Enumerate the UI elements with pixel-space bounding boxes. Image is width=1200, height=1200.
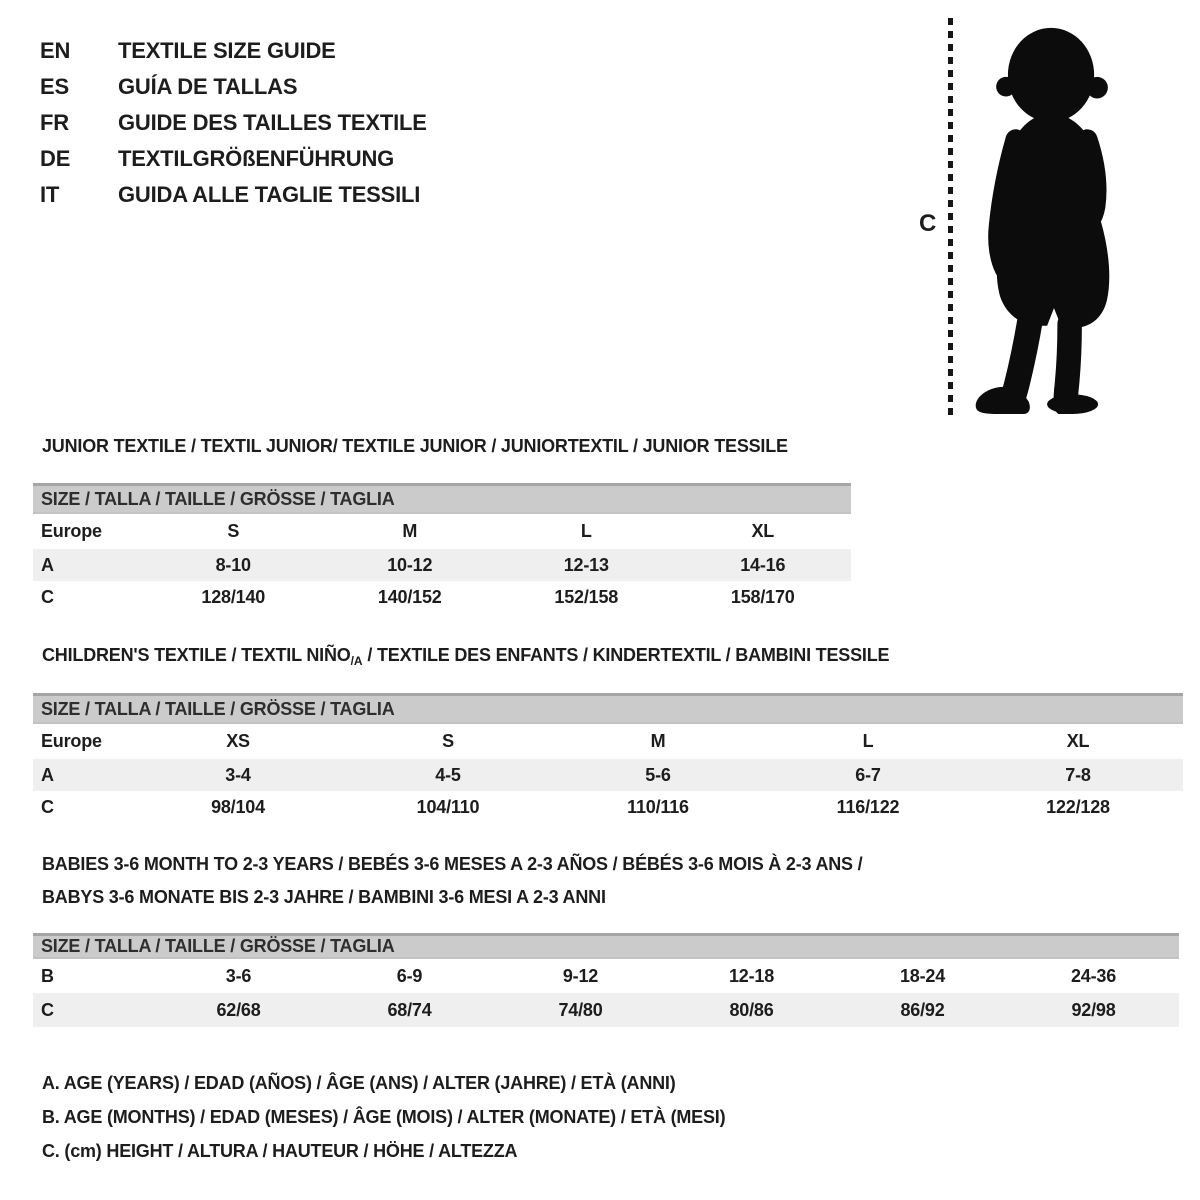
children-title-subscript: /A xyxy=(350,654,363,668)
lang-code: IT xyxy=(40,182,60,207)
children-title-text: / TEXTILE DES ENFANTS / KINDERTEXTIL / BAMBINI TESSILE xyxy=(362,645,890,665)
lang-code: FR xyxy=(40,110,69,135)
cell: 14-16 xyxy=(740,554,786,575)
row-label: C xyxy=(41,586,54,607)
cell: 128/140 xyxy=(201,586,266,607)
lang-title: GUÍA DE TALLAS xyxy=(118,74,298,99)
cell: 86/92 xyxy=(900,999,945,1020)
junior-size-table xyxy=(33,483,851,613)
cell: 122/128 xyxy=(1046,796,1110,817)
toddler-silhouette-icon xyxy=(965,22,1140,414)
row-label: B xyxy=(41,965,54,986)
lang-row-de xyxy=(40,141,427,177)
table-row-age xyxy=(33,549,851,581)
cell: 12-18 xyxy=(728,965,775,986)
height-measure-label: C xyxy=(919,210,937,237)
lang-title: TEXTILGRÖßENFÜHRUNG xyxy=(118,146,395,171)
cell: 62/68 xyxy=(216,999,261,1020)
row-label: C xyxy=(41,796,54,817)
cell: 140/152 xyxy=(377,586,442,607)
cell: 80/86 xyxy=(729,999,774,1020)
cell: 110/116 xyxy=(627,796,689,817)
cell: 68/74 xyxy=(387,999,432,1020)
cell: 8-10 xyxy=(215,554,251,575)
cell: 12-13 xyxy=(563,554,609,575)
cell: 7-8 xyxy=(1065,764,1091,785)
row-label: Europe xyxy=(41,731,102,751)
babies-title-line2: BABYS 3-6 MONATE BIS 2-3 JAHRE / BAMBINI 3-6 MESI A 2-3 ANNI xyxy=(42,887,606,907)
lang-row-fr xyxy=(40,105,427,141)
cell: 98/104 xyxy=(211,796,265,817)
cell: 18-24 xyxy=(899,965,946,986)
cell: 6-9 xyxy=(396,965,423,986)
children-section-title xyxy=(42,645,889,668)
legend-line-c: C. (cm) HEIGHT / ALTURA / HAUTEUR / HÖHE / ALTEZZA xyxy=(42,1141,518,1161)
cell: M xyxy=(650,731,666,751)
size-header-band: SIZE / TALLA / TAILLE / GRÖSSE / TAGLIA xyxy=(33,693,1183,724)
cell: 116/122 xyxy=(836,796,900,817)
lang-title: TEXTILE SIZE GUIDE xyxy=(118,38,336,63)
cell: L xyxy=(862,731,874,751)
cell: S xyxy=(227,521,240,541)
table-row-europe xyxy=(33,514,851,549)
cell: 74/80 xyxy=(558,999,603,1020)
cell: 5-6 xyxy=(645,764,671,785)
cell: XL xyxy=(751,521,775,541)
children-title-text: CHILDREN'S TEXTILE / TEXTIL NIÑO xyxy=(42,645,351,665)
cell: 24-36 xyxy=(1070,965,1117,986)
cell: XS xyxy=(226,731,250,751)
lang-code: DE xyxy=(40,146,71,171)
height-measure-dashed-line xyxy=(948,18,953,416)
lang-title: GUIDE DES TAILLES TEXTILE xyxy=(118,110,427,135)
language-header xyxy=(40,33,427,213)
row-label: C xyxy=(41,999,54,1020)
lang-title: GUIDA ALLE TAGLIE TESSILI xyxy=(118,182,421,207)
size-header-band: SIZE / TALLA / TAILLE / GRÖSSE / TAGLIA xyxy=(33,933,1179,959)
cell: 10-12 xyxy=(387,554,433,575)
children-size-table xyxy=(33,693,1183,823)
table-row-europe xyxy=(33,724,1183,759)
babies-size-table xyxy=(33,933,1179,1027)
cell: 104/110 xyxy=(416,796,480,817)
table-row-age-months xyxy=(33,959,1179,993)
legend-line-b: B. AGE (MONTHS) / EDAD (MESES) / ÂGE (MOIS) / ALTER (MONATE) / ETÀ (MESI) xyxy=(42,1107,726,1127)
cell: 3-6 xyxy=(225,965,252,986)
table-row-height xyxy=(33,993,1179,1027)
row-label: A xyxy=(41,764,54,785)
cell: 92/98 xyxy=(1071,999,1116,1020)
height-figure xyxy=(905,14,1170,426)
size-header-band: SIZE / TALLA / TAILLE / GRÖSSE / TAGLIA xyxy=(33,483,851,514)
junior-section-title: JUNIOR TEXTILE / TEXTIL JUNIOR/ TEXTILE JUNIOR / JUNIORTEXTIL / JUNIOR TESSILE xyxy=(42,436,788,456)
cell: 158/170 xyxy=(730,586,795,607)
cell: 6-7 xyxy=(855,764,881,785)
babies-section-title xyxy=(42,848,862,914)
row-label: Europe xyxy=(41,521,102,541)
lang-row-es xyxy=(40,69,427,105)
table-row-height xyxy=(33,791,1183,823)
cell: 152/158 xyxy=(554,586,619,607)
lang-row-it xyxy=(40,177,427,213)
lang-row-en xyxy=(40,33,427,69)
babies-title-line1: BABIES 3-6 MONTH TO 2-3 YEARS / BEBÉS 3-6 MESES A 2-3 AÑOS / BÉBÉS 3-6 MOIS À 2-3 ANS / xyxy=(42,854,863,874)
cell: M xyxy=(402,521,418,541)
lang-code: EN xyxy=(40,38,71,63)
legend-line-a: A. AGE (YEARS) / EDAD (AÑOS) / ÂGE (ANS) / ALTER (JAHRE) / ETÀ (ANNI) xyxy=(42,1073,676,1093)
cell: L xyxy=(580,521,592,541)
row-label: A xyxy=(41,554,54,575)
lang-code: ES xyxy=(40,74,69,99)
cell: XL xyxy=(1066,731,1090,751)
measure-legend xyxy=(42,1066,725,1168)
cell: 4-5 xyxy=(435,764,461,785)
cell: 9-12 xyxy=(562,965,599,986)
cell: S xyxy=(442,731,454,751)
table-row-age xyxy=(33,759,1183,791)
table-row-height xyxy=(33,581,851,613)
cell: 3-4 xyxy=(225,764,251,785)
